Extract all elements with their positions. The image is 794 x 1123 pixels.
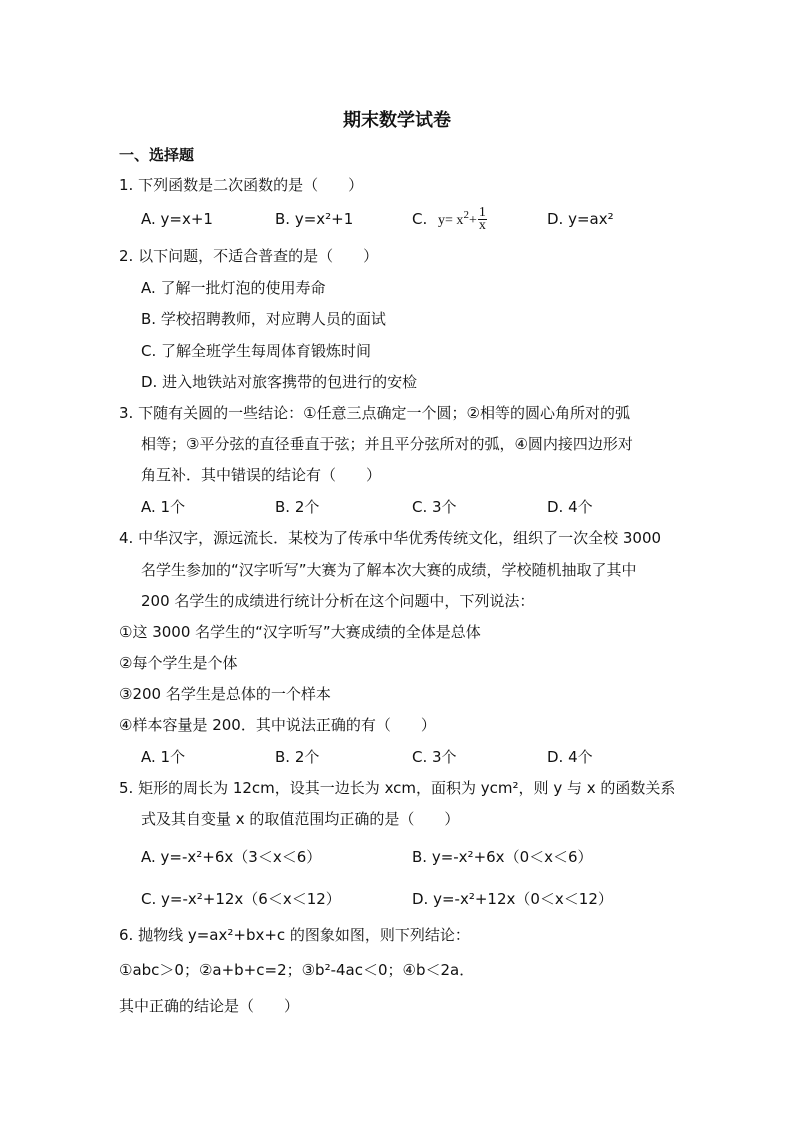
question-2-option-c: C. 了解全班学生每周体育锻炼时间 <box>141 342 372 360</box>
question-4-statement-2: ②每个学生是个体 <box>119 654 238 672</box>
fraction-numerator: 1 <box>478 205 486 220</box>
question-3-line-3: 角互补．其中错误的结论有（ ） <box>141 466 382 484</box>
question-4-line-3: 200 名学生的成绩进行统计分析在这个问题中，下列说法： <box>141 592 535 610</box>
question-5-option-d: D. y=-x²+12x（0＜x＜12） <box>412 890 613 908</box>
question-4-line-1: 4. 中华汉字，源远流长．某校为了传承中华优秀传统文化，组织了一次全校 3000 <box>119 529 662 547</box>
question-2-option-a: A. 了解一批灯泡的使用寿命 <box>141 279 326 297</box>
question-5-line-1: 5. 矩形的周长为 12cm，设其一边长为 xcm，面积为 ycm²，则 y 与 x 的函数关系 <box>119 779 676 797</box>
question-1-option-c <box>412 205 487 232</box>
question-5-line-2: 式及其自变量 x 的取值范围均正确的是（ ） <box>141 810 460 828</box>
page-title: 期末数学试卷 <box>343 110 451 131</box>
question-4-option-c: C. 3个 <box>412 748 457 766</box>
question-1-stem: 1. 下列函数是二次函数的是（ ） <box>119 176 364 194</box>
question-3-line-2: 相等；③平分弦的直径垂直于弦；并且平分弦所对的弧，④圆内接四边形对 <box>141 435 633 453</box>
question-3-line-1: 3. 下随有关圆的一些结论：①任意三点确定一个圆；②相等的圆心角所对的弧 <box>119 404 630 422</box>
question-3-option-b: B. 2个 <box>275 498 320 516</box>
question-1-option-b: B. y=x²+1 <box>275 210 354 228</box>
question-4-option-b: B. 2个 <box>275 748 320 766</box>
question-2-option-d: D. 进入地铁站对旅客携带的包进行的安检 <box>141 373 418 391</box>
question-4-option-a: A. 1个 <box>141 748 186 766</box>
question-1-option-c-plus: + <box>468 213 477 228</box>
question-2-stem: 2. 以下问题，不适合普查的是（ ） <box>119 247 379 265</box>
question-6-stem: 6. 抛物线 y=ax²+bx+c 的图象如图，则下列结论： <box>119 926 470 944</box>
question-6-conclusions: ①abc＞0；②a+b+c=2；③b²-4ac＜0；④b＜2a． <box>119 961 475 979</box>
question-1-option-a: A. y=x+1 <box>141 210 213 228</box>
question-6-ask: 其中正确的结论是（ ） <box>119 997 300 1015</box>
question-3-option-c: C. 3个 <box>412 498 457 516</box>
question-1-option-c-label: C. <box>412 210 428 228</box>
question-4-line-2: 名学生参加的“汉字听写”大赛为了解本次大赛的成绩，学校随机抽取了其中 <box>141 561 637 579</box>
question-5-option-a: A. y=-x²+6x（3＜x＜6） <box>141 848 322 866</box>
question-1-option-c-expr: y= x <box>438 213 464 228</box>
question-1-option-c-fraction <box>478 207 487 232</box>
question-1-option-c-exponent: 2 <box>463 209 469 221</box>
fraction-denominator: x <box>478 218 486 233</box>
question-3-option-d: D. 4个 <box>547 498 593 516</box>
question-5-option-c: C. y=-x²+12x（6＜x＜12） <box>141 890 341 908</box>
section-heading: 一、选择题 <box>119 146 195 164</box>
question-4-statement-1: ①这 3000 名学生的“汉字听写”大赛成绩的全体是总体 <box>119 623 481 641</box>
question-3-option-a: A. 1个 <box>141 498 186 516</box>
question-1-option-d: D. y=ax² <box>547 210 614 228</box>
question-2-option-b: B. 学校招聘教师，对应聘人员的面试 <box>141 310 386 328</box>
question-4-option-d: D. 4个 <box>547 748 593 766</box>
question-4-statement-3: ③200 名学生是总体的一个样本 <box>119 685 331 703</box>
question-4-statement-4: ④样本容量是 200．其中说法正确的有（ ） <box>119 716 436 734</box>
question-5-option-b: B. y=-x²+6x（0＜x＜6） <box>412 848 593 866</box>
